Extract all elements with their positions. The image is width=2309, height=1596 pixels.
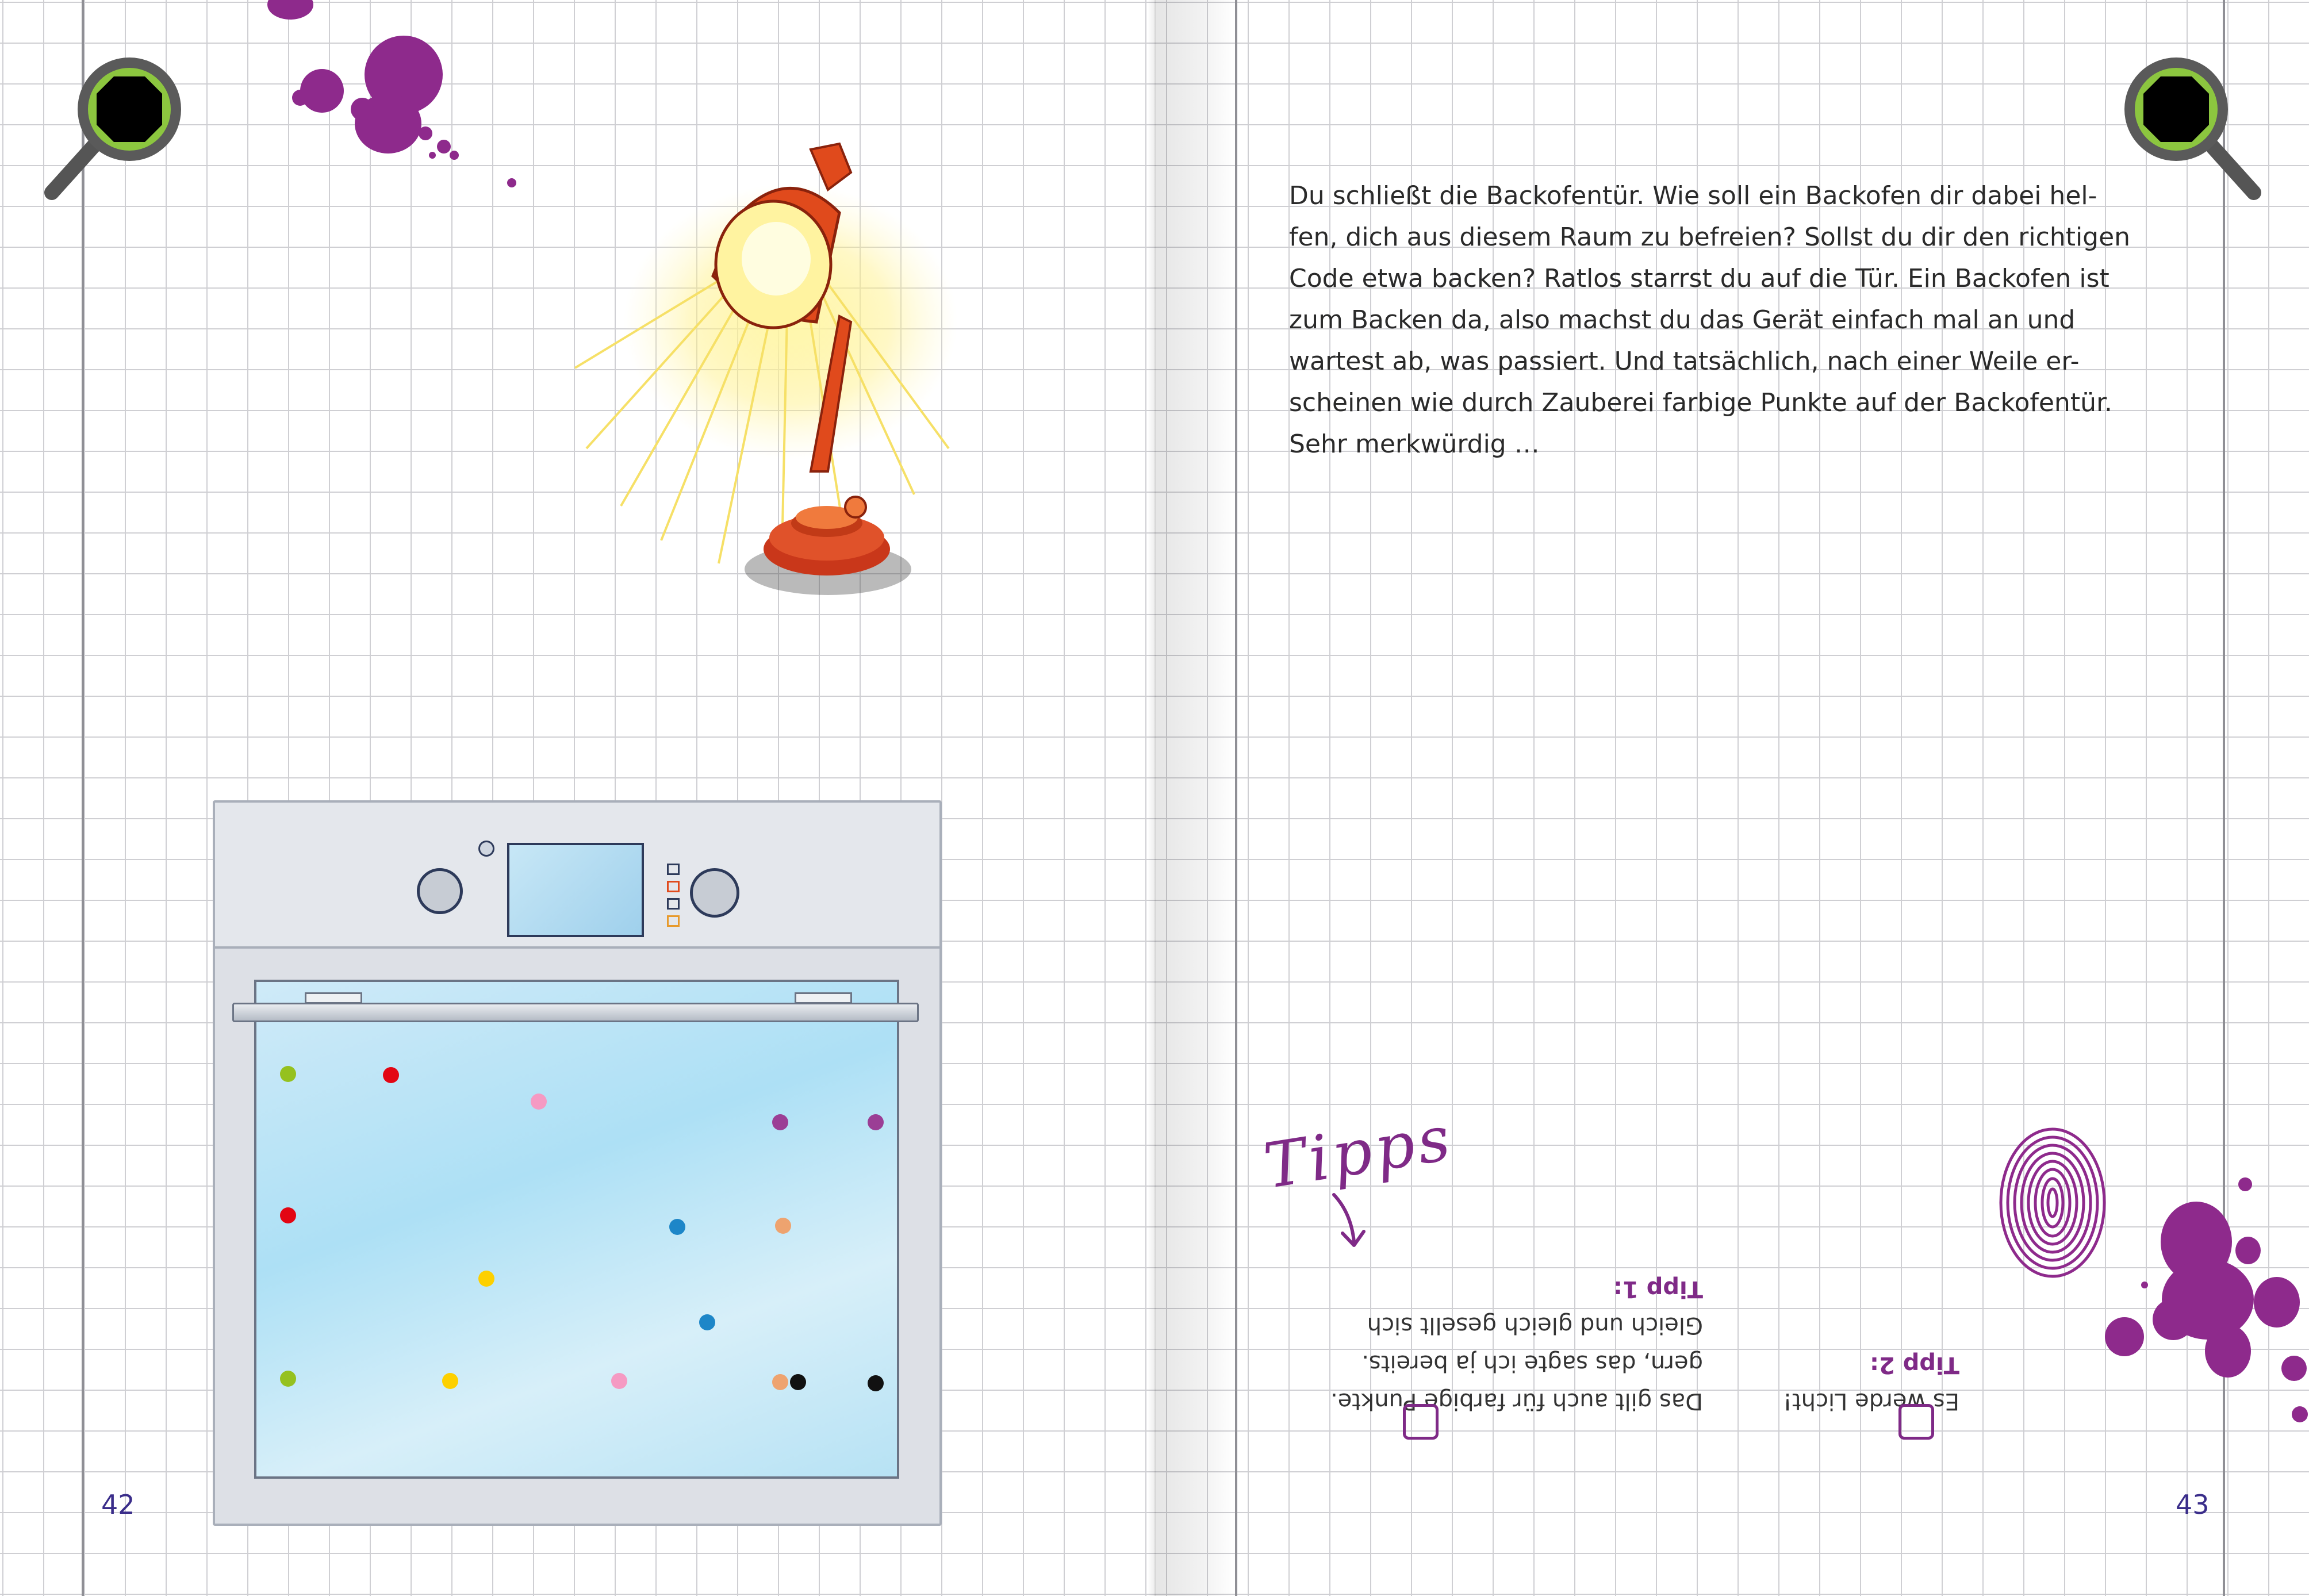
- oven-dot: [383, 1067, 399, 1083]
- desk-lamp-icon: [569, 126, 972, 632]
- story-line: zum Backen da, also machst du das Gerät einfach mal an und: [1289, 305, 2076, 335]
- story-line: Sehr merkwürdig …: [1289, 429, 1540, 459]
- margin-line-left: [82, 0, 84, 1596]
- tip-1-line: Gleich und gleich gesellt sich: [1367, 1312, 1703, 1338]
- oven-dot: [478, 1271, 494, 1287]
- oven-dot: [280, 1066, 296, 1082]
- tip-1: [1289, 1265, 1703, 1420]
- tips-heading: Tipps: [1259, 1102, 1459, 1203]
- oven-dot: [772, 1374, 788, 1390]
- oven-dot: [611, 1373, 627, 1389]
- oven-dots: [213, 800, 942, 1526]
- tip-2-line: Es werde Licht!: [1782, 1388, 1959, 1414]
- checkbox-icon[interactable]: [1898, 1404, 1934, 1440]
- tip-2-label: Tipp 2:: [1869, 1352, 1959, 1378]
- oven-dot: [790, 1374, 806, 1390]
- oven-dot: [699, 1314, 715, 1330]
- story-line: Code etwa backen? Ratlos starrst du auf die Tür. Ein Backofen ist: [1289, 264, 2109, 293]
- gutter-shadow: [1154, 0, 1235, 1596]
- oven-dot: [772, 1114, 788, 1130]
- story-text: [1289, 175, 2186, 465]
- magnifier-icon: [34, 49, 201, 216]
- checkbox-icon[interactable]: [1403, 1404, 1439, 1440]
- ink-splatter-icon: [2087, 1161, 2309, 1437]
- oven-dot: [775, 1218, 791, 1234]
- oven-dot: [669, 1219, 685, 1235]
- page-number-right: 43: [2176, 1489, 2210, 1520]
- story-line: fen, dich aus diesem Raum zu befreien? Sollst du dir den richtigen: [1289, 222, 2131, 252]
- oven-icon: [213, 800, 942, 1526]
- arrow-down-icon: [1328, 1190, 1374, 1253]
- story-line: scheinen wie durch Zauberei farbige Punkte auf der Backofentür.: [1289, 388, 2112, 417]
- page-number-left: 42: [101, 1489, 135, 1520]
- oven-dot: [442, 1373, 458, 1389]
- tip-1-body: [1330, 1272, 1703, 1420]
- oven-dot: [868, 1375, 884, 1391]
- oven-dot: [868, 1114, 884, 1130]
- tip-1-line: Das gilt auch für farbige Punkte.: [1330, 1388, 1703, 1414]
- tip-1-line: gern, das sagte ich ja bereits.: [1361, 1350, 1703, 1376]
- story-line: wartest ab, was passiert. Und tatsächlich, nach einer Weile er-: [1289, 347, 2080, 376]
- margin-line-right: [1235, 0, 1237, 1596]
- ink-splatter-icon: [253, 0, 529, 195]
- fingerprint-icon: [1995, 1124, 2110, 1282]
- oven-dot: [280, 1207, 296, 1223]
- story-line: Du schließt die Backofentür. Wie soll ein Backofen dir dabei hel-: [1289, 181, 2097, 210]
- oven-dot: [531, 1094, 547, 1110]
- oven-dot: [280, 1371, 296, 1387]
- tip-1-label: Tipp 1:: [1613, 1276, 1703, 1302]
